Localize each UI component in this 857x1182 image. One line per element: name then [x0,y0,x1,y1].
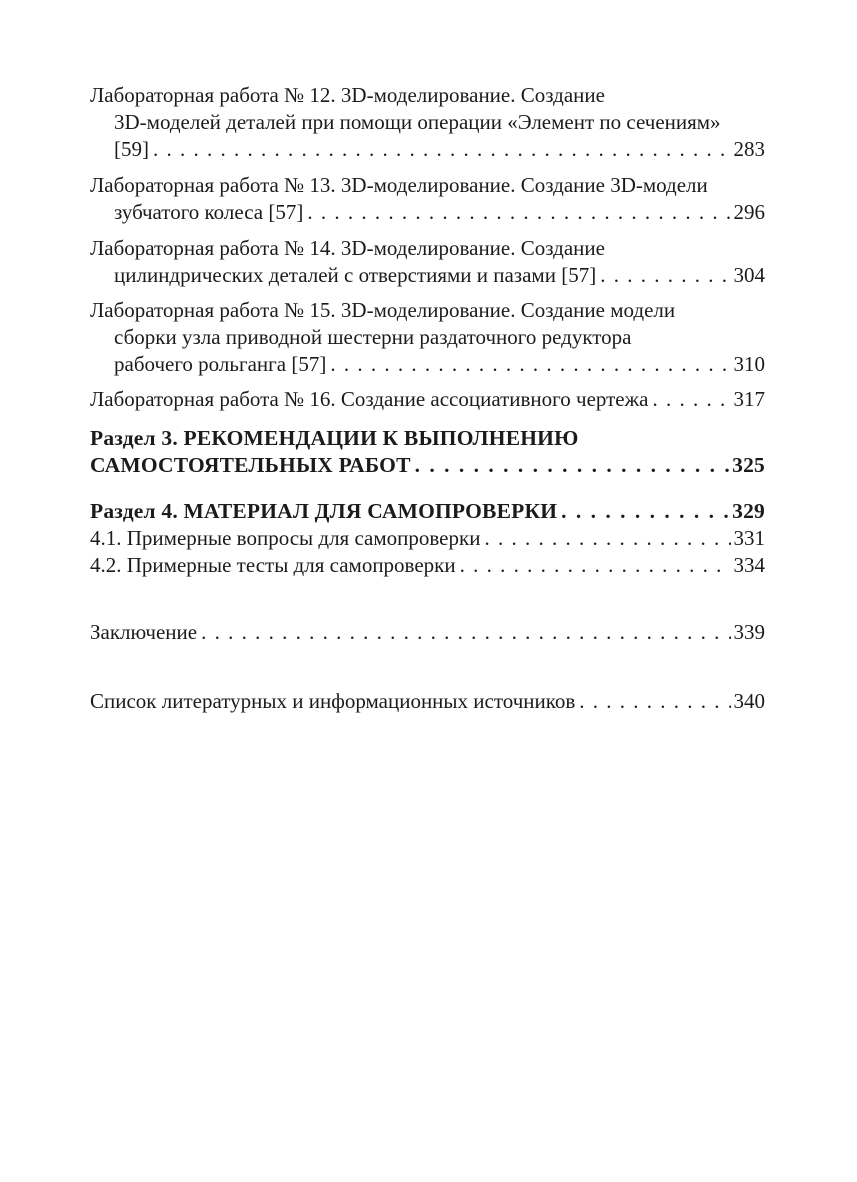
dot-leader [307,199,730,226]
toc-entry-line [90,525,765,552]
toc-entry-text: Лабораторная работа № 16. Создание ассоциативного чертежа [90,387,649,411]
toc-entry-text: Список литературных и информационных источников [90,689,576,713]
toc-entry-line [90,552,765,579]
toc-entry-line [90,199,765,226]
toc-entry-section-4-2 [90,552,765,579]
dot-leader [561,498,729,525]
toc-entry-text: сборки узла приводной шестерни раздаточного редуктора [114,325,632,349]
toc-entry-line [90,324,765,351]
toc-page-number: 310 [733,352,765,376]
toc-page-number: 296 [733,200,765,224]
toc-entry-line [90,235,765,262]
toc-entry-references [90,688,765,715]
toc-entry-section-4 [90,498,765,525]
toc-page-number: 334 [733,553,765,577]
toc-entry-section-4-1 [90,525,765,552]
dot-leader [652,386,730,413]
toc-entry-text: рабочего рольганга [57] [114,352,327,376]
toc-page-number: 317 [733,387,765,411]
toc-entry-line [90,619,765,646]
toc-entry-line [90,172,765,199]
toc-entry-line [90,351,765,378]
toc-entry-text: 4.1. Примерные вопросы для самопроверки [90,526,481,550]
toc-entry-text: Раздел 4. МАТЕРИАЛ ДЛЯ САМОПРОВЕРКИ [90,499,558,523]
toc-entry-text: 3D-моделей деталей при помощи операции «Элемент по сечениям» [114,110,721,134]
dot-leader [330,351,730,378]
table-of-contents [90,82,765,715]
toc-entry-line [90,82,765,109]
toc-entry-text: Заключение [90,620,198,644]
toc-entry-text: Лабораторная работа № 14. 3D-моделирование. Создание [90,236,605,260]
toc-page-number: 325 [732,453,765,477]
toc-page-number: 283 [733,137,765,161]
dot-leader [484,525,730,552]
dot-leader [153,136,731,163]
toc-entry-text: Раздел 3. РЕКОМЕНДАЦИИ К ВЫПОЛНЕНИЮ [90,426,579,450]
toc-entry-lab-14 [90,235,765,289]
toc-entry-text: Лабораторная работа № 12. 3D-моделирование. Создание [90,83,605,107]
toc-entry-line [90,386,765,413]
toc-entry-line [90,136,765,163]
dot-leader [201,619,730,646]
toc-entry-text: [59] [114,137,149,161]
toc-page-number: 329 [732,499,765,523]
toc-page-number: 339 [733,620,765,644]
toc-entry-text: Лабораторная работа № 15. 3D-моделирование. Создание модели [90,298,676,322]
dot-leader [600,262,730,289]
dot-leader [415,452,730,479]
toc-entry-line [90,109,765,136]
toc-page-number: 304 [733,263,765,287]
toc-entry-lab-16 [90,386,765,413]
toc-entry-line [90,452,765,479]
toc-entry-text: 4.2. Примерные тесты для самопроверки [90,553,456,577]
toc-entry-line [90,297,765,324]
toc-page-number: 331 [733,526,765,550]
toc-entry-lab-13 [90,172,765,226]
dot-leader [579,688,730,715]
toc-entry-text: Лабораторная работа № 13. 3D-моделирование. Создание 3D-модели [90,173,708,197]
toc-page-number: 340 [733,689,765,713]
toc-entry-lab-15 [90,297,765,378]
toc-entry-conclusion [90,619,765,646]
toc-entry-text: зубчатого колеса [57] [114,200,304,224]
toc-entry-lab-12 [90,82,765,163]
toc-entry-line [90,262,765,289]
toc-entry-line [90,688,765,715]
toc-entry-section-3 [90,425,765,479]
toc-entry-line [90,498,765,525]
toc-entry-text: САМОСТОЯТЕЛЬНЫХ РАБОТ [90,453,411,477]
toc-entry-line [90,425,765,452]
toc-entry-text: цилиндрических деталей с отверстиями и пазами [57] [114,263,597,287]
dot-leader [460,552,731,579]
